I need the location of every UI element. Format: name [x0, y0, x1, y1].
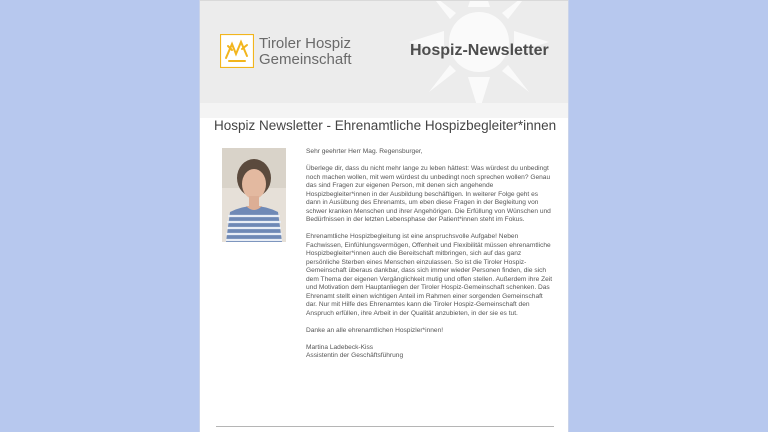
logo-line-1: Tiroler Hospiz: [259, 35, 351, 52]
paragraph-2: Ehrenamtliche Hospizbegleitung ist eine anspruchsvolle Aufgabe! Neben Fachwissen, Einfühlungsvermögen, Offenheit und Flexibilität müssen ehrenamtliche Hospizbegleiter*innen auch die Bereitschaft mitbringen, sich auf das ganz persönliche Sterben eines Menschen einzulassen. So ist die Tiroler Hospiz-Gemeinschaft überaus dankbar, dass sich immer wieder Personen finden, die sich dem Thema der eigenen Vergänglichkeit mutig und offen stellen. Außerdem ihre Zeit und Motivation dem Hauptanliegen der Tiroler Hospiz-Gemeinschaft schenken. Das Ehrenamt stellt einen wichtigen Anteil im Rahmen einer sorgenden Gemeinschaft dar. Nur mit Hilfe des Ehrenamtes kann die Tiroler Hospiz-Gemeinschaft den Anspruch erfüllen, ihre Arbeit in der Qualität anzubieten, in der sie es tut.: [306, 233, 553, 317]
newsletter-container: [200, 0, 568, 432]
footer-divider: [216, 426, 554, 427]
hospiz-logo-icon: [220, 34, 254, 68]
organization-logo-text: [259, 36, 352, 68]
thanks-text: Danke an alle ehrenamtlichen Hospizler*innen!: [306, 326, 444, 334]
logo-line-2: Gemeinschaft: [259, 51, 352, 68]
author-photo: [222, 148, 286, 242]
greeting-text: Sehr geehrter Herr Mag. Regensburger,: [306, 148, 423, 155]
paragraph-1: Überlege dir, dass du nicht mehr lange zu leben hättest: Was würdest du unbedingt noch machen wollen, mit wem würdest du unbedingt noch sprechen wollen? Genau das sind Fragen zur eigenen Person, mit denen sich angehende Hospizbegleiter*innen in der Ausbildung beschäftigen. In weiterer Folge geht es dann in Ausübung des Ehrenamts, um eben diese Fragen in der Begleitung von schwer kranken Menschen und ihrer Angehörigen. Die Erfüllung von Wünschen und Bedürfnissen in der letzten Lebensphase der Patient*innen steht im Fokus.: [306, 165, 551, 223]
article-title: Hospiz Newsletter - Ehrenamtliche Hospizbegleiter*innen: [214, 118, 557, 133]
header-spacer: [200, 103, 568, 118]
signature-name: Martina Ladebeck-Kiss: [306, 343, 374, 351]
article-body: [306, 148, 554, 361]
newsletter-title: Hospiz-Newsletter: [410, 42, 549, 59]
portrait-image-icon: [222, 148, 286, 242]
signature-role: Assistentin der Geschäftsführung: [306, 352, 404, 359]
newsletter-header: [200, 0, 568, 103]
